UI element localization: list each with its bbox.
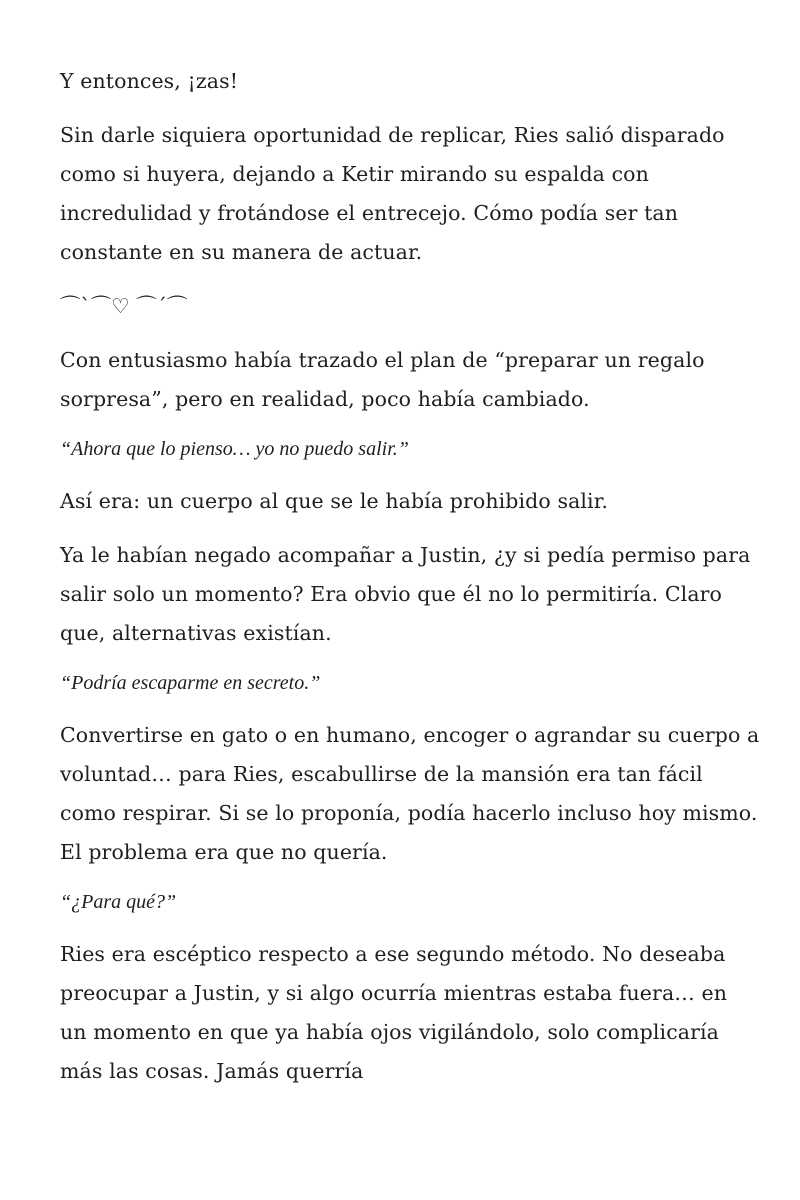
- thought-sneak-out: “Podría escaparme en secreto.”: [60, 672, 321, 694]
- paragraph-permission: Ya le habían negado acompañar a Justin, ¿y si pedía permiso para salir solo un momento? Era obvio que él no lo permitiría. Claro que, alternativas existían.: [60, 543, 751, 645]
- scene-separator: ⌒`⌒♡ ⌒´⌒: [60, 294, 188, 318]
- document-page: [60, 62, 760, 1106]
- paragraph-skeptical: Ries era escéptico respecto a ese segundo método. No deseaba preocupar a Justin, y si algo ocurría mientras estaba fuera… en un momento en que ya había ojos vigilándolo, solo complicaría más las cosas. Jamás querría: [60, 942, 728, 1083]
- paragraph-surprise-plan: Con entusiasmo había trazado el plan de “preparar un regalo sorpresa”, pero en realidad, poco había cambiado.: [60, 348, 705, 411]
- paragraph-ries-leaves: Sin darle siquiera oportunidad de replicar, Ries salió disparado como si huyera, dejando a Ketir mirando su espalda con incredulidad y frotándose el entrecejo. Cómo podía ser tan constante en su manera de actuar.: [60, 123, 725, 264]
- thought-what-for: “¿Para qué?”: [60, 891, 177, 913]
- paragraph-transform: Convertirse en gato o en humano, encoger o agrandar su cuerpo a voluntad… para Ries, escabullirse de la mansión era tan fácil como respirar. Si se lo proponía, podía hacerlo incluso hoy mismo. El problema era que no quería.: [60, 723, 760, 864]
- paragraph-exclamation: Y entonces, ¡zas!: [60, 69, 239, 93]
- thought-cannot-go-out: “Ahora que lo pienso… yo no puedo salir.”: [60, 438, 409, 460]
- paragraph-forbidden-body: Así era: un cuerpo al que se le había prohibido salir.: [60, 489, 608, 513]
